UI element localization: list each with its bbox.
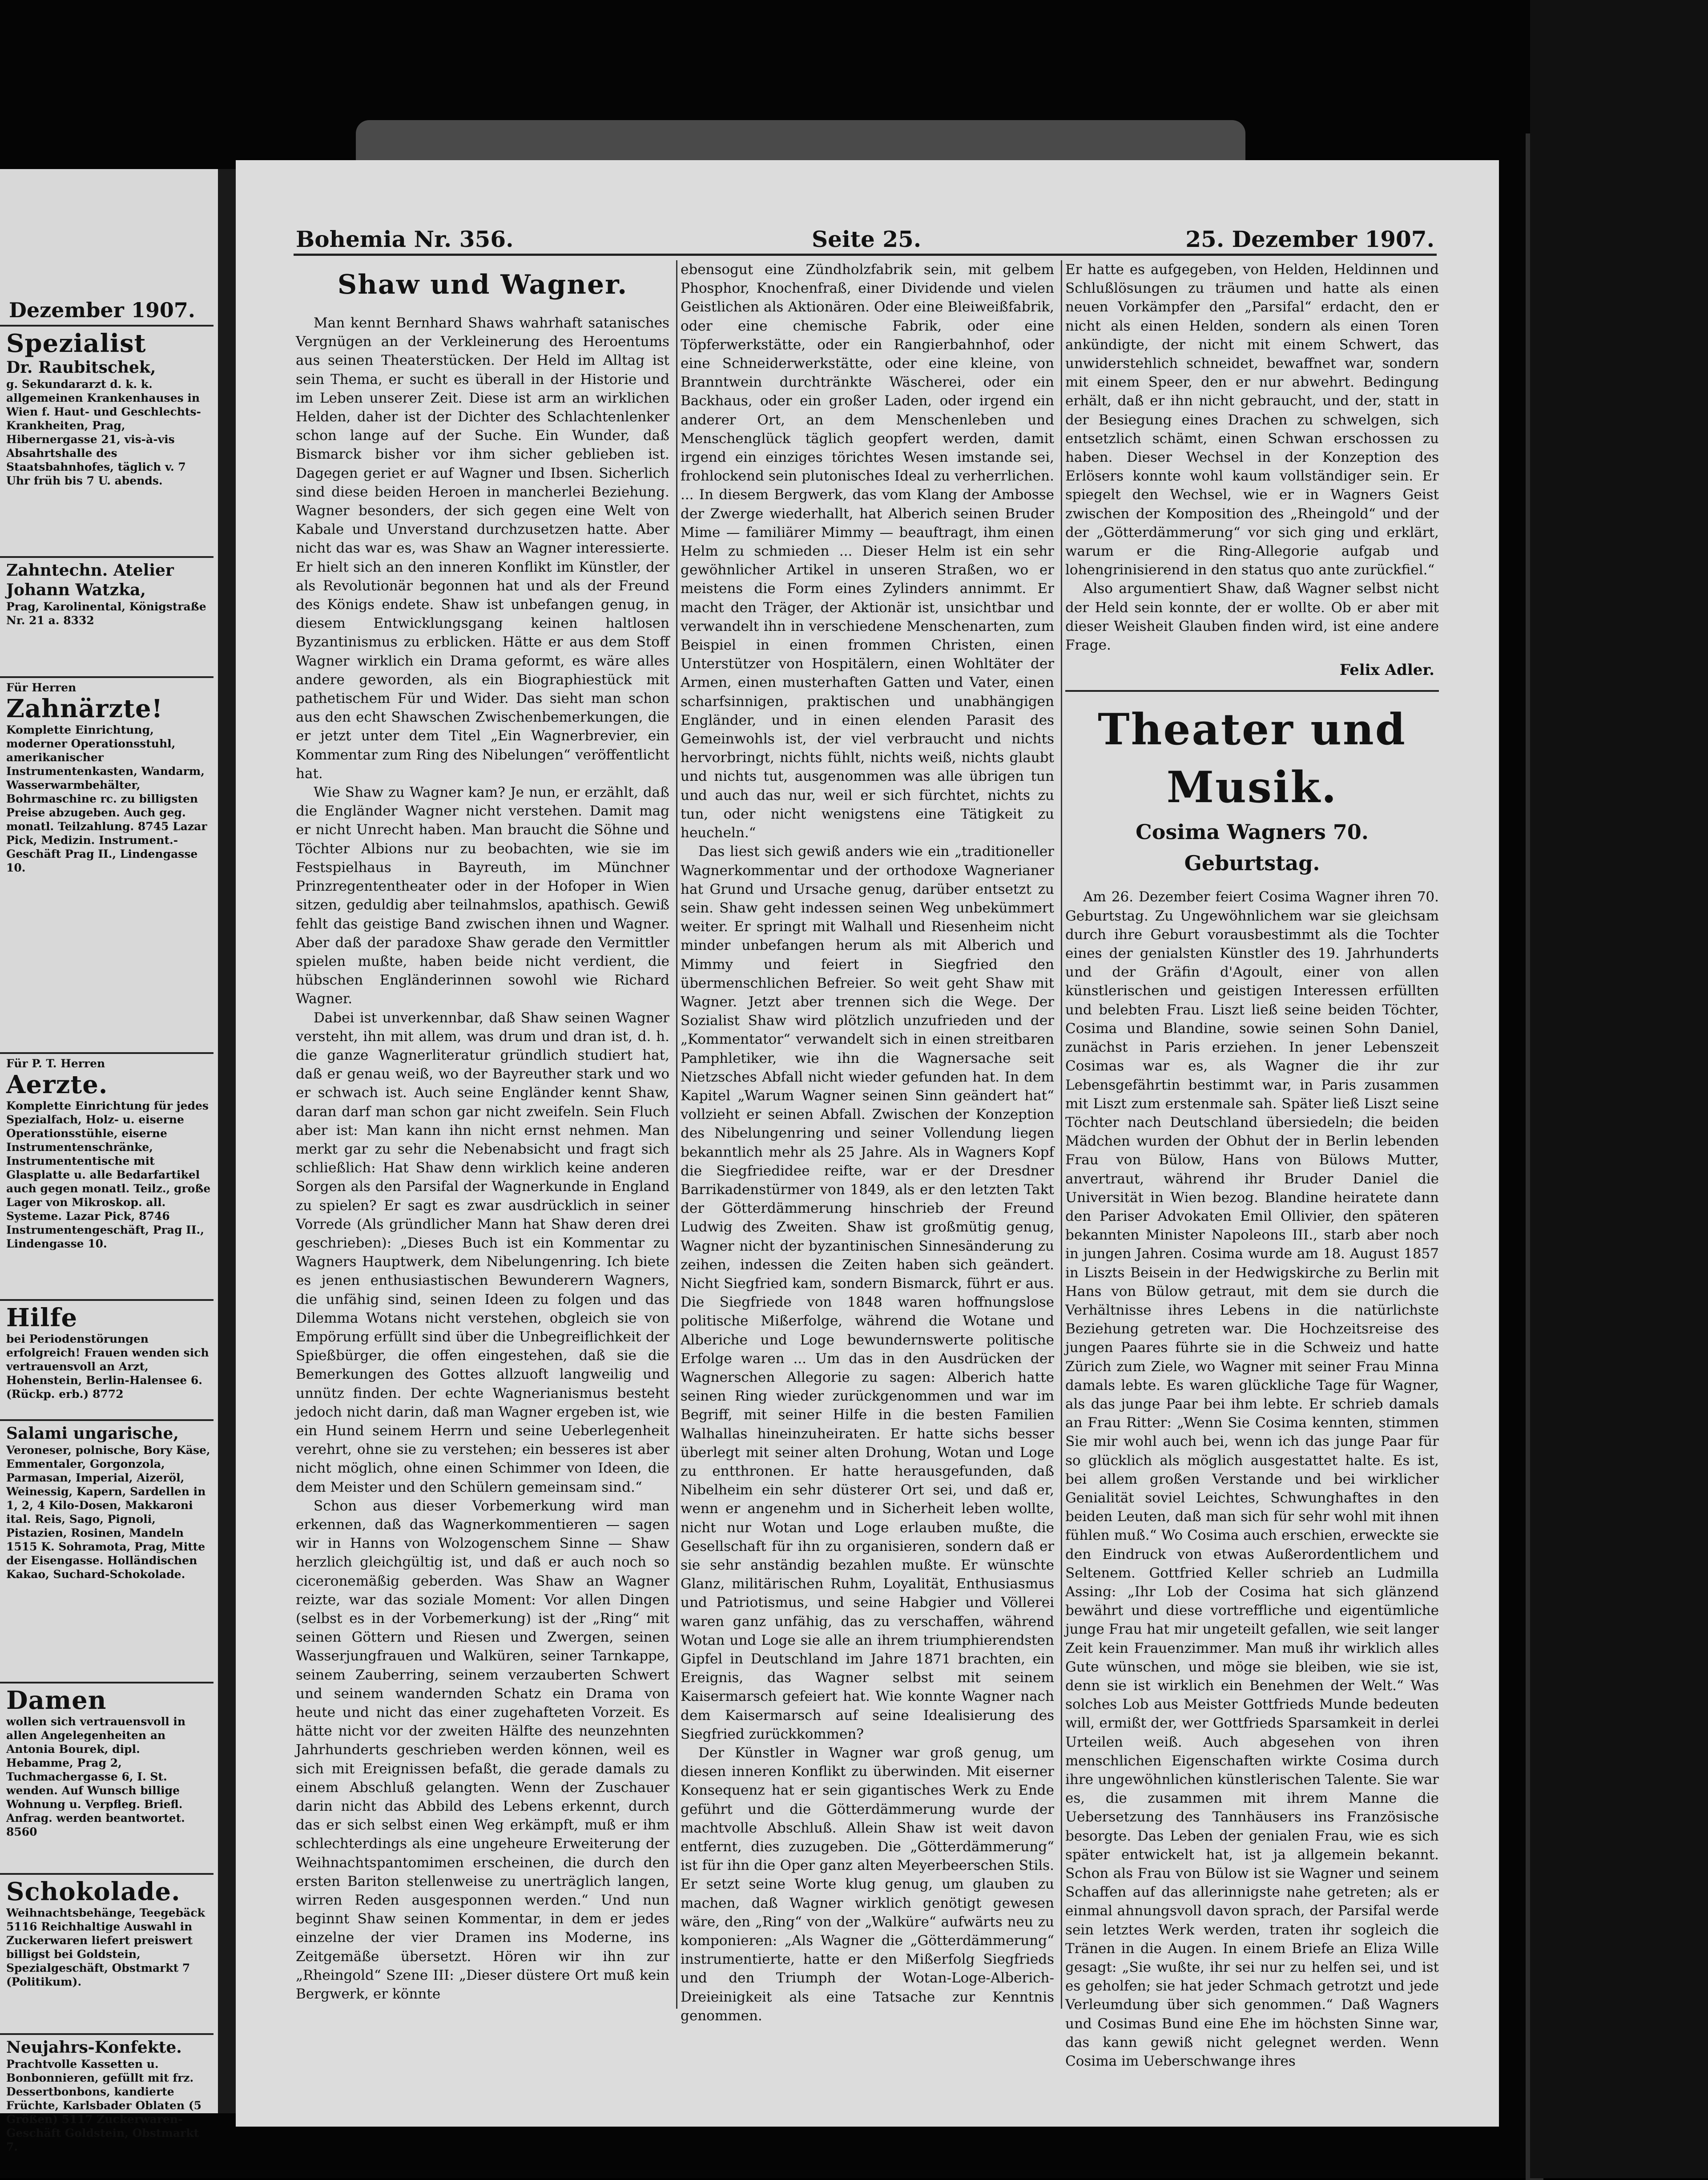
section-divider (1065, 690, 1439, 692)
ad-spezialist (6, 329, 211, 488)
ad-title: Hilfe (6, 1303, 78, 1332)
ad-name: Aerzte. (6, 1070, 108, 1099)
divider (0, 1873, 214, 1875)
paragraph: Wie Shaw zu Wagner kam? Je nun, er erzählt, daß die Engländer Wagner nicht verstehen. Damit mag er nicht Unrecht haben. Man braucht die Söhne und Töchter Albions nur zu beobachten, wie sie im Festspielhaus in Bayreuth, im Münchner Prinzregententheater oder in der Hofoper in Wien sitzen, geduldig aber teilnahmslos, apathisch. Gewiß fehlt das geistige Band zwischen ihnen und Wagner. Aber daß der paradoxe Shaw gerade den Vermittler spielen mußte, haben beide nicht verdient, die hübschen Engländerinnen sowohl wie Richard Wagner. (296, 784, 669, 1007)
header-rule (294, 254, 1437, 256)
ad-body: wollen sich vertrauensvoll in allen Angelegenheiten an Antonia Bourek, dipl. Hebamme, Prag 2, Tuchmachergasse 6, I. St. wenden. Auf Wunsch billige Wohnung u. Verpfleg. Briefl. Anfrag. werden beantwortet. 8560 (6, 1715, 186, 1838)
left-page-date: Dezember 1907. (9, 298, 195, 322)
divider (0, 2033, 214, 2035)
ad-aerzte (6, 1057, 211, 1251)
ad-name: Dr. Raubitschek, (6, 358, 156, 377)
divider (0, 325, 214, 327)
ad-body: Prag, Karolinental, Königstraße Nr. 21 a. 8332 (6, 600, 206, 627)
author-signature: Felix Adler. (1339, 661, 1434, 679)
column-3 (1065, 260, 1439, 2071)
divider (0, 676, 214, 678)
ad-title: Spezialist (6, 329, 146, 358)
ad-body: Komplette Einrichtung, moderner Operationsstuhl, amerikanischer Instrumentenkasten, Wandarm, Wasserwarmbehälter, Bohrmaschine rc. zu billigsten Preise abzugeben. Auch geg. monatl. Teilzahlung. 8745 Lazar Pick, Medizin. Instrument.-Geschäft Prag II., Lindengasse 10. (6, 723, 207, 874)
paragraph: Schon aus dieser Vorbemerkung wird man erkennen, daß das Wagnerkommentieren — sagen wir in Hanns von Wolzogenschem Sinne — Shaw herzlich gleichgültig ist, und daß er auch noch so ciceronemäßig geberden. Was Shaw an Wagner reizte, war das soziale Moment: Vor allen Dingen (selbst es in der Vorbemerkung) ist der „Ring“ mit seinen Göttern und Riesen und Zwergen, seinen Wasserjungfrauen und Walküren, seiner Tarnkappe, seinem Zauberring, seinem verzauberten Schwert und seinem wandernden Schatz ein Drama von heute und nicht das einer zugehafteten Vorzeit. Es hätte nicht vor der zweiten Hälfte des neunzehnten Jahrhunderts geschrieben werden können, weil es sich mit Ereignissen befaßt, die gerade damals zu einem Abschluß gelangten. Wenn der Zuschauer darin nicht das Abbild des Lebens erkennt, durch das er sich selbst einen Weg erkämpft, muß er ihm schlechterdings als eine ungeheure Erweiterung der Weihnachtspantomimen erscheinen, die durch den ersten Bariton stellenweise zu unerträglich langen, wirren Reden ausgesponnen werden.“ Und nun beginnt Shaw seinen Kommentar, in dem er jedes einzelne der vier Dramen ins Moderne, ins Zeitgemäße übersetzt. Hören wir ihn zur „Rheingold“ Szene III: „Dieser düstere Ort muß kein Bergwerk, er könnte (296, 1498, 669, 2002)
article-title: Cosima Wagners 70. Geburtstag. (1136, 820, 1369, 876)
ad-body: Veroneser, polnische, Bory Käse, Emmentaler, Gorgonzola, Parmasan, Imperial, Aizeröl, Weinessig, Kapern, Sardellen in 1, 2, 4 Kilo-Dosen, Makkaroni ital. Reis, Sago, Pignoli, Pistazien, Rosinen, Mandeln 1515 K. Sohramota, Prag, Mitte der Eisengasse. Holländischen Kakao, Suchard-Schokolade. (6, 1444, 210, 1581)
newspaper-page (236, 160, 1499, 2127)
header-date: 25. Dezember 1907. (1185, 226, 1434, 252)
divider (0, 1682, 214, 1683)
ad-name: Johann Watzka, (6, 581, 146, 599)
ad-body: bei Periodenstörungen erfolgreich! Frauen wenden sich vertrauensvoll an Arzt, Hohenstein, Berlin-Halensee 6. (Rückp. erb.) 8772 (6, 1332, 209, 1401)
ad-title: Damen (6, 1686, 107, 1715)
section-title: Theater und Musik. (1098, 704, 1406, 813)
paragraph: Man kennt Bernhard Shaws wahrhaft satanisches Vergnügen an der Verkleinerung des Heroentums aus seinen Theaterstücken. Der Held im Alltag ist sein Thema, er sucht es überall in der Historie und im Leben unserer Zeit. Diese ist arm an wirklichen Helden, daher ist der Dichter des Schlachtenlenker schon lange auf der Suche. Ein Wunder, daß Bismarck bisher vor ihm sicher geblieben ist. Dagegen geriet er auf Wagner und Ibsen. Sicherlich sind diese beiden Heroen in mancherlei Beziehung. Wagner besonders, der sich gegen eine Welt von Kabale und Unverstand durchzusetzen hatte. Aber nicht das war es, was Shaw an Wagner interessierte. Er hielt sich an den inneren Konflikt im Künstler, der als Revolutionär begonnen hat und als der Freund des Königs endete. Shaw ist unbefangen genug, in diesem Entwicklungsgang keinen haltlosen Byzantinismus zu erblicken. Hätte er aus dem Stoff Wagner wirklich ein Drama geformt, es wäre alles andere geworden, als ein Biographiestück mit pathetischem Für und Wider. Das sieht man schon aus den echt Shawschen Zwischenbemerkungen, die er jetzt unter dem Titel „Ein Wagnerbrevier, ein Kommentar zum Ring des Nibelungen“ veröffentlicht hat. (296, 315, 669, 782)
ad-schokolade (6, 1877, 211, 1989)
ad-damen (6, 1686, 211, 1839)
ad-body: Komplette Einrichtung für jedes Spezialfach, Holz- u. eiserne Operationsstühle, eiserne Instrumentenschränke, Instrumententische mit Glasplatte u. alle Bedarfartikel auch gegen monatl. Teilz., große Lager von Mikroskop. all. Systeme. Lazar Pick, 8746 Instrumentengeschäft, Prag II., Lindengasse 10. (6, 1099, 211, 1250)
header-publication: Bohemia Nr. 356. (296, 226, 514, 252)
page-gutter (218, 169, 236, 2113)
ad-hilfe (6, 1304, 211, 1401)
divider (0, 1419, 214, 1421)
ad-title: Für P. T. Herren (6, 1057, 105, 1070)
column-2 (681, 260, 1054, 2025)
paragraph: Am 26. Dezember feiert Cosima Wagner ihren 70. Geburtstag. Zu Ungewöhnlichem war sie gleichsam durch ihre Geburt vorausbestimmt als die Tochter eines der genialsten Künstler des 19. Jahrhunderts und der Gräfin d'Agoult, einer von allen künstlerischen und geistigen Interessen erfüllten und belebten Frau. Liszt ließ seine beiden Töchter, Cosima und Blandine, sowie seinen Sohn Daniel, zunächst in Paris erziehen. In jener Lebenszeit Cosimas war es, als Wagner die ihr zur Lebensgefährtin bestimmt war, in Paris zusammen mit Liszt zum erstenmale sah. Später ließ Liszt seine Töchter nach Deutschland übersiedeln; die beiden Mädchen wurden der Obhut der in Berlin lebenden Frau von Bülow, Hans von Bülows Mutter, anvertraut, während ihr Bruder Daniel die Universität in Wien bezog. Blandine heiratete dann den Pariser Advokaten Emil Ollivier, den späteren bekannten Minister Napoleons III., starb aber noch in jungen Jahren. Cosima wurde am 18. August 1857 in Liszts Beisein in der Hedwigskirche zu Berlin mit Hans von Bülow getraut, mit dem sie durch die Verhältnisse ihres Lebens in die natürlichste Beziehung getreten war. Die Hochzeitsreise des jungen Paares führte sie in die Schweiz und hatte Zürich zum Ziele, wo Wagner mit seiner Frau Minna damals lebte. Es waren glückliche Tage für Wagner, als das junge Paar bei ihm lebte. Er schrieb damals an Frau Ritter: „Wenn Sie Cosima kennten, stimmen Sie mir wohl auch bei, wenn ich das junge Paar für so glücklich als möglich ausgestattet halte. Es ist, bei allem großen Verstande und bei wirklicher Genialität soviel Leichtes, Schwunghaftes in den beiden Leuten, daß man sich für sehr wohl mit ihnen fühlen muß.“ Wo Cosima auch erschien, erweckte sie den Eindruck von etwas Außerordentlichem und Seltenem. Gottfried Keller schrieb an Ludmilla Assing: „Ihr Lob der Cosima hat sich glänzend bewährt und diese vortreffliche und eigentümliche junge Frau hat mir ungeteilt gefallen, wie seit langer Zeit kein Frauenzimmer. Man muß ihr wirklich alles Gute wünschen, und möge sie bleiben, wie sie ist, denn sie ist wirklich ein Benehmen der Welt.“ Was solches Lob aus Meister Gottfrieds Munde bedeuten will, ermißt der, wer Gottfrieds Sparsamkeit in derlei Urteilen weiß. Auch abgesehen von ihren menschlichen Eigenschaften wirkte Cosima durch ihre ungewöhnlichen künstlerischen Talente. Sie war es, die zusammen mit ihrem Manne die Uebersetzung des Tannhäusers ins Französische besorgte. Das Leben der genialen Frau, wie es sich später entwickelt hat, ist ja allgemein bekannt. Schon als Frau von Bülow ist sie Wagner und seinem Schaffen auf das allerinnigste nahe getreten; als er einmal ahnungsvoll davon sprach, der Parsifal werde sein letztes Werk werden, traten ihr sogleich die Tränen in die Augen. In einem Briefe an Eliza Wille gesagt: „Sie wußte, ihr sei nur zu helfen sei, und ist es geholfen; sie hat jeder Schmach getrotzt und jede Verleumdung über sich genommen.“ Daß Wagners und Cosimas Bund eine Ehe im höchsten Sinne war, das kann gewiß nicht gelegnet werden. Wenn Cosima im Ueberschwange ihres (1065, 889, 1439, 2070)
column-rule (676, 260, 677, 2009)
ad-body: Weihnachtsbehänge, Teegebäck 5116 Reichhaltige Auswahl in Zuckerwaren liefert preiswert billigst bei Goldstein, Spezialgeschäft, Obstmarkt 7 (Politikum). (6, 1906, 205, 1988)
ad-body: g. Sekundararzt d. k. k. allgemeinen Krankenhauses in Wien f. Haut- und Geschlechts-Krankheiten, Prag, Hibernergasse 21, vis-à-vis Absahrtshalle des Staatsbahnhofes, täglich v. 7 Uhr früh bis 7 U. abends. (6, 378, 201, 487)
paragraph: ebensogut eine Zündholzfabrik sein, mit gelbem Phosphor, Knochenfraß, einer Dividende und vielen Geistlichen als Aktionären. Oder eine Bleiweißfabrik, oder eine chemische Fabrik, oder eine Töpferwerkstätte, oder ein Rangierbahnhof, oder eine Schneiderwerkstätte, oder eine kleine, von Branntwein durchtränkte Wäscherei, oder ein Backhaus, oder ein großer Laden, oder irgend ein anderer Ort, an dem Menschenleben und Menschenglück täglich geopfert werden, damit irgend ein einziges törichtes Wesen imstande sei, frohlockend sein plutonisches Ideal zu verherrlichen. ... In diesem Bergwerk, das vom Klang der Ambosse der Zwerge wiederhallt, hat Alberich seinen Bruder Mime — familiärer Mimmy — beauftragt, ihm einen Helm zu schmieden ... Dieser Helm ist ein sehr gewöhnlicher Artikel in unseren Straßen, wo er meistens die Form eines Zylinders annimmt. Er macht den Träger, der Aktionär ist, unsichtbar und verwandelt ihn in verschiedene Menschenarten, zum Beispiel in einen frommen Christen, einen Unterstützer von Hospitälern, einen Wohltäter der Armen, einen musterhaften Gatten und Vater, einen scharfsinnigen, praktischen und unabhängigen Engländer, und in einen elenden Parasit des Gemeinwohls ist, der viel verbraucht und nichts hervorbringt, nichts fühlt, nichts weiß, nichts glaubt und nichts tut, ausgenommen was alle übrigen tun und auch das nur, weil er sich fürchtet, nichts zu tun, oder nicht wenigstens eine Tätigkeit zu heucheln.“ (681, 262, 1054, 841)
ad-name: Zahnärzte! (6, 694, 163, 723)
article-title: Shaw und Wagner. (337, 269, 628, 300)
ad-title: Neujahrs-Konfekte. (6, 2038, 182, 2057)
ad-body: Prachtvolle Kassetten u. Bonbonnieren, gefüllt mit frz. Dessertbonbons, kandierte Früchte, Karlsbader Oblaten (5 Größen) 5117 Zuckerwaren-Geschäft Goldstein, Obstmarkt 7. (6, 2058, 202, 2153)
paragraph: Das liest sich gewiß anders wie ein „traditioneller Wagnerkommentar und der orthodoxe Wagnerianer hat Grund und Ursache genug, darüber entsetzt zu sein. Shaw geht indessen seinen Weg unbekümmert weiter. Er springt mit Walhall und Riesenheim nicht minder unbefangen herum als mit Alberich und Mimmy und feiert in Siegfried den übermenschlichen Befreier. So weit geht Shaw mit Wagner. Jetzt aber trennen sich die Wege. Der Sozialist Shaw wird plötzlich unzufrieden und der „Kommentator“ verwandelt sich in einen streitbaren Pamphletiker, wie ihn die Wagnersache seit Nietzsches Abfall nicht wieder gefunden hat. In dem Kapitel „Warum Wagner seinen Sinn geändert hat“ vollzieht er seinen Abfall. Zwischen der Konzeption des Nibelungenring und seiner Vollendung liegen bekanntlich mehr als 25 Jahre. Als in Wagners Kopf die Siegfriedidee reifte, war er der Dresdner Barrikadenstürmer von 1849, als er den letzten Takt der Götterdämmerung hinschrieb der Freund Ludwig des Zweiten. Shaw ist großmütig genug, Wagner nicht der byzantinischen Sinnesänderung zu zeihen, indessen die Zeiten haben sich geändert. Nicht Siegfried kam, sondern Bismarck, führt er aus. Die Siegfriede von 1848 waren hoffnungslose politische Mißerfolge, während die Wotane und Alberiche und Loge bewundernswerte politische Erfolge waren ... Um das in den Ausdrücken der Wagnerschen Allegorie zu sagen: Alberich hatte seinen Ring wieder zurückgenommen und war im Begriff, mit seiner Hilfe in die besten Familien Walhallas hineinzuheiraten. Er hatte sichs besser überlegt mit seiner alten Drohung, Wotan und Loge zu entthronen. Er hatte herausgefunden, daß Nibelheim ein sehr düsterer Ort sei, und daß er, wenn er angenehm und in Sicherheit leben wollte, nicht nur Wotan und Loge erlauben mußte, die Gesellschaft für ihn zu organisieren, sondern daß er sie sehr anständig bezahlen mußte. Er wünschte Glanz, militärischen Ruhm, Loyalität, Enthusiasmus und Patriotismus, und seine Habgier und Völlerei waren ganz unfähig, das zu verschaffen, während Wotan und Loge sie alle an ihrem triumphierendsten Gipfel in Deutschland im Jahre 1871 brachten, ein Ereignis, das Wagner selbst mit seinem Kaisermarsch gefeiert hat. Wie konnte Wagner nach dem Kaisermarsch auf seine Idealisierung des Siegfried zurückkommen? (681, 844, 1054, 1742)
paragraph: Dabei ist unverkennbar, daß Shaw seinen Wagner versteht, ihn mit allem, was drum und dran ist, d. h. die ganze Wagnerliteratur gründlich studiert hat, daß er genau weiß, wo der Bayreuther stark und wo er schwach ist. Auch seine Engländer kennt Shaw, daran darf man schon gar nicht zweifeln. Sein Fluch aber ist: Man kann ihn nicht ernst nehmen. Man merkt gar zu sehr die Nebenabsicht und fragt sich schließlich: Hat Shaw denn wirklich keine anderen Sorgen als den Parsifal der Wagnerkunde in England zu spielen? Er sagt es zwar ausdrücklich in seiner Vorrede (Als gründlicher Mann hat Shaw deren drei geschrieben): „Dieses Buch ist ein Kommentar zu Wagners Hauptwerk, dem Nibelungenring. Ich biete es jenen enthusiastischen Bewunderern Wagners, die unfähig sind, seinen Ideen zu folgen und das Dilemma Wotans nicht verstehen, obgleich sie von Empörung erfüllt sind über die Unbegreiflichkeit der Spießbürger, die offen eingestehen, daß sie die Bemerkungen des Gottes allzuoft langweilig und unnütz finden. Der echte Wagnerianismus besteht jedoch nicht darin, daß man Wagner ergeben ist, wie ein Hund seinem Herrn und seine Ueberlegenheit verehrt, ohne sie zu verstehen; ein besseres ist aber nicht möglich, ohne einen Schimmer von Ideen, die dem Meister und den Schülern gemeinsam sind.“ (296, 1009, 669, 1495)
ad-salami (6, 1424, 211, 1581)
divider (0, 1052, 214, 1054)
ad-title: Für Herren (6, 681, 77, 694)
column-1 (296, 260, 669, 2003)
paragraph: Also argumentiert Shaw, daß Wagner selbst nicht der Held sein konnte, der er wollte. Ob er aber mit dieser Weisheit Glauben finden wird, ist eine andere Frage. (1065, 581, 1439, 654)
ad-title: Salami ungarische, (6, 1424, 179, 1443)
paragraph: Der Künstler in Wagner war groß genug, um diesen inneren Konflikt zu überwinden. Mit eiserner Konsequenz hat er sein gigantisches Werk zu Ende geführt und die Götterdämmerung wurde der machtvolle Abschluß. Allein Shaw ist weit davon entfernt, dies zuzugeben. Die „Götterdämmerung“ ist für ihn die Oper ganz alten Meyerbeerschen Stils. Er setzt seine Worte klug genug, um glauben zu machen, daß Wagner wirklich genötigt gewesen wäre, den „Ring“ von der „Walküre“ aufwärts neu zu komponieren: „Als Wagner die „Götterdämmerung“ instrumentierte, hatte er den Mißerfolg Siegfrieds und den Triumph der Wotan-Loge-Alberich-Dreieinigkeit als eine Tatsache zur Kenntnis genommen. (681, 1745, 1054, 2024)
header-page-number: Seite 25. (812, 226, 922, 252)
ad-zahnaerzte (6, 681, 211, 875)
divider (0, 1299, 214, 1301)
scan-margin-right (1530, 0, 1708, 2178)
left-page-fragment (0, 169, 218, 2153)
ad-title: Schokolade. (6, 1877, 181, 1906)
column-rule (1061, 260, 1062, 2009)
page-header (296, 226, 1434, 253)
ad-neujahrs-konfekte (6, 2038, 211, 2154)
ad-title: Zahntechn. Atelier (6, 561, 174, 580)
ad-zahntechn (6, 561, 211, 627)
divider (0, 556, 214, 558)
paragraph: Er hatte es aufgegeben, von Helden, Heldinnen und Schlußlösungen zu träumen und hatte als einen neuen Vorkämpfer den „Parsifal“ erdacht, den er nicht als einen Helden, sondern als einen Toren ankündigte, der nicht mit einem Schwert, das unwiderstehlich schneidet, bewaffnet war, sondern mit einem Speer, den er nur abwehrt. Bedingung erhält, daß er ihn nicht gebraucht, und der, statt in der Besiegung eines Drachen zu schwelgen, sich entsetzlich schämt, einen Schwan erschossen zu haben. Dieser Wechsel in der Konzeption des Erlösers konnte wohl kaum vollständiger sein. Er spiegelt den Wechsel, wie er in Wagners Geist zwischen der Komposition des „Rheingold“ und der der „Götterdämmerung“ vor sich ging und erklärt, warum er die Ring-Allegorie aufgab und lohengrinisierend in den status quo ante zurückfiel.“ (1065, 262, 1439, 578)
